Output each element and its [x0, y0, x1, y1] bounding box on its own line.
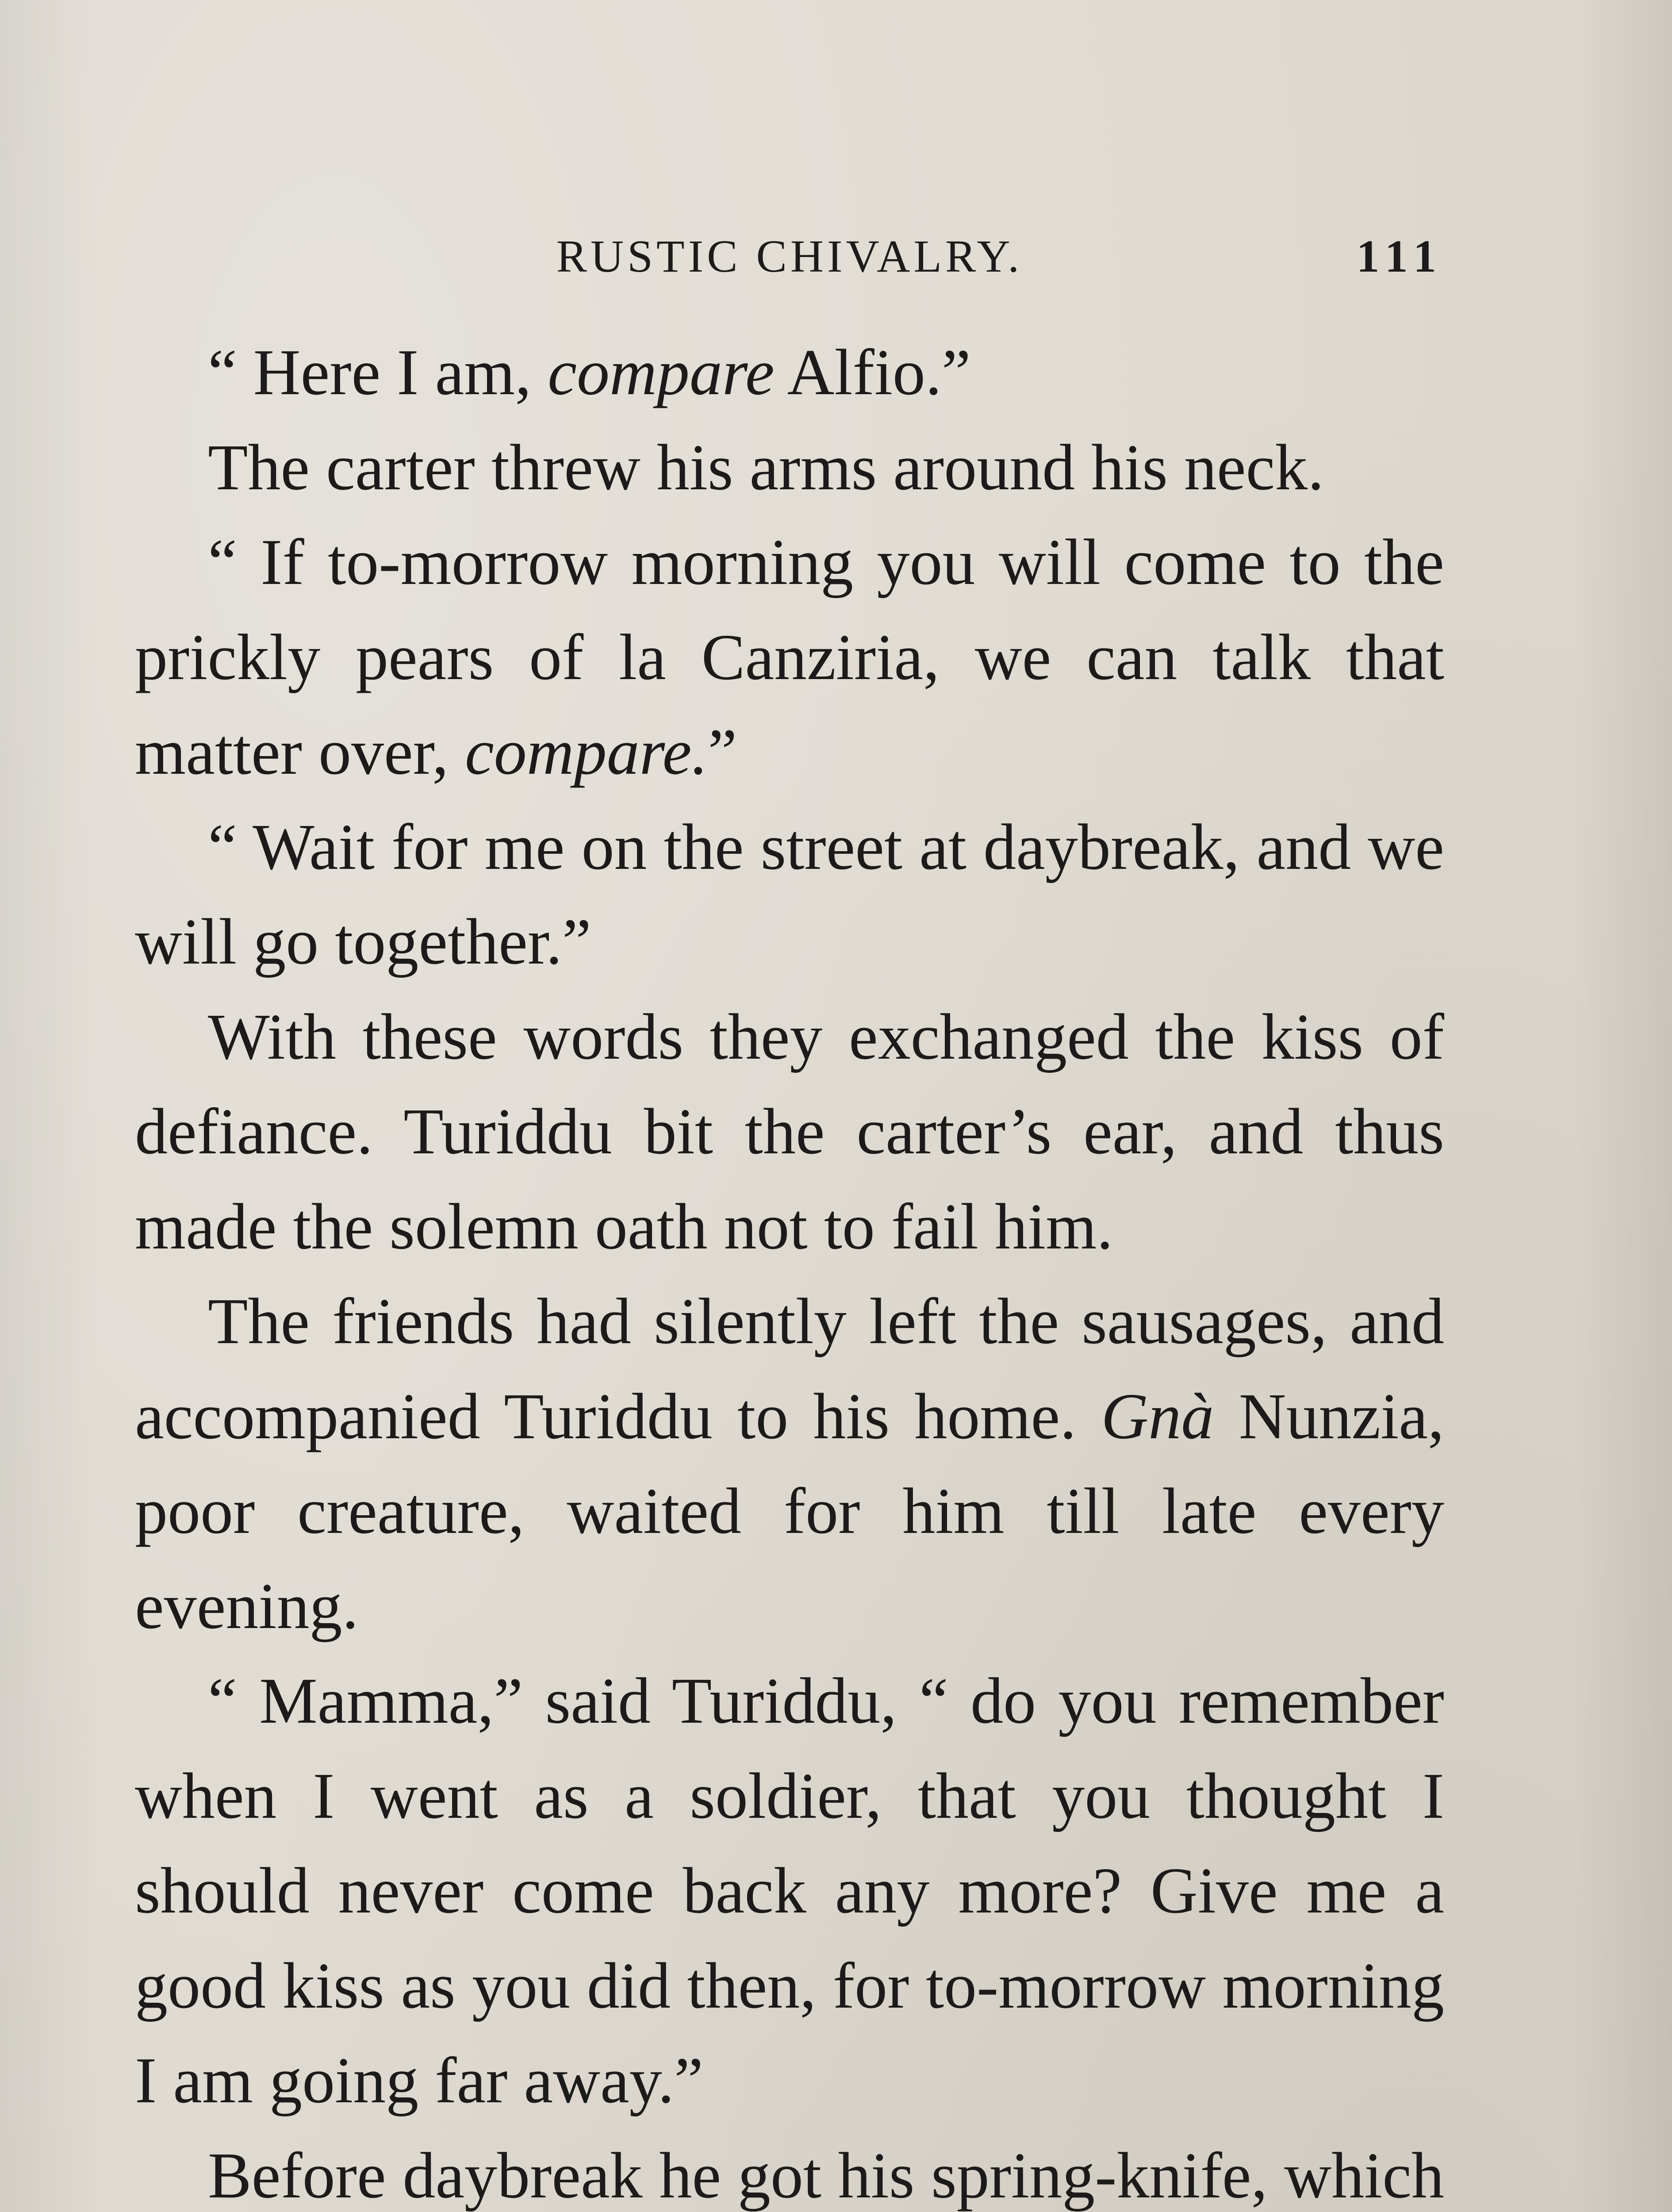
paragraph: [135, 420, 1444, 515]
paragraph: [135, 800, 1444, 990]
body-text: [135, 325, 1444, 2212]
text-run: Before daybreak he got his spring-knife, which: [208, 2139, 1444, 2212]
text-run: “ Mamma,” said Turiddu, “ do you remember when I went as a soldier, that you thought I should never come back any more? Give me a good kiss as you did then, for to-morrow morning I am going far away.”: [135, 1665, 1444, 2117]
paragraph: [135, 1654, 1444, 2128]
text-run: With these words they exchanged the kiss of defiance. Turiddu bit the carter’s ear, and thus made the solemn oath not to fail him.: [135, 1000, 1444, 1263]
italic-run: Gnà: [1101, 1380, 1214, 1453]
text-run: ”: [708, 716, 737, 788]
text-run: “ Here I am,: [208, 336, 548, 409]
paragraph: [135, 2128, 1444, 2212]
text-run: “ If to-morrow morning you will come to the prickly pears of la Canziria, we can talk that matter over,: [135, 526, 1444, 788]
paragraph: [135, 515, 1444, 800]
italic-run: compare.: [465, 716, 708, 788]
text-run: The friends had silently left the sausages, and accompanied Turiddu to his home.: [135, 1285, 1444, 1453]
text-run: “ Wait for me on the street at daybreak, and we will go together.”: [135, 810, 1444, 978]
paragraph: [135, 325, 1444, 420]
page-number: 111: [1356, 231, 1444, 282]
running-title: RUSTIC CHIVALRY.: [556, 231, 1023, 282]
running-head: [135, 226, 1444, 292]
italic-run: compare: [548, 336, 775, 409]
paragraph: [135, 990, 1444, 1275]
text-run: Alfio.”: [774, 336, 971, 409]
paragraph: [135, 1274, 1444, 1654]
text-run: The carter threw his arms around his neck.: [208, 431, 1324, 504]
text-run: Nunzia, poor creature, waited for him till late every evening.: [135, 1380, 1444, 1643]
